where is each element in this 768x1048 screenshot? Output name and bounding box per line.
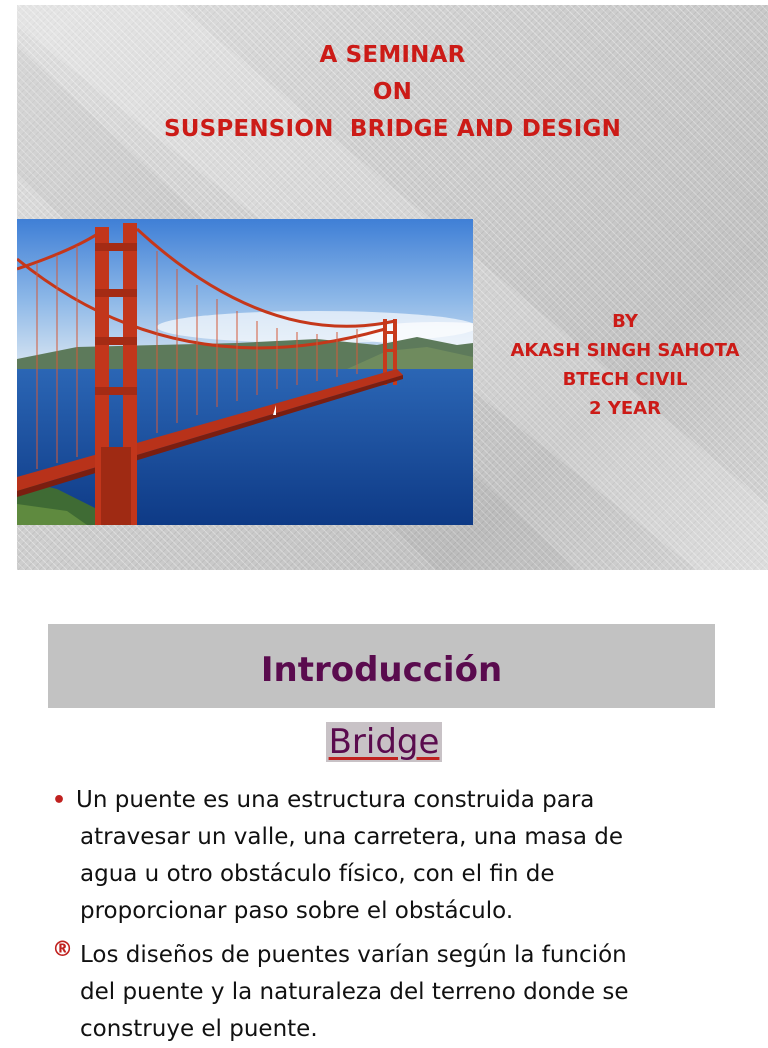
page-title: Introducción bbox=[260, 650, 503, 690]
author-line-by: BY bbox=[612, 311, 638, 332]
title-slide bbox=[17, 5, 768, 570]
header-bar bbox=[48, 624, 715, 708]
author-course: BTECH CIVIL bbox=[562, 369, 688, 390]
bullet-dot-icon: • bbox=[52, 788, 67, 813]
subheading-wrap bbox=[0, 722, 768, 762]
author-year: 2 YEAR bbox=[589, 398, 661, 419]
bullet-line: del puente y la naturaleza del terreno donde se bbox=[80, 979, 629, 1005]
bullet-line: Un puente es una estructura construida para bbox=[76, 787, 595, 813]
title-line-1: A SEMINAR bbox=[319, 42, 466, 68]
title-line-2: ON bbox=[372, 79, 413, 105]
subheading: Bridge bbox=[326, 722, 443, 762]
bullet-text bbox=[76, 782, 740, 930]
introduction-slide bbox=[0, 580, 768, 1042]
golden-gate-bridge-photo bbox=[17, 219, 473, 525]
title-line-3: SUSPENSION BRIDGE AND DESIGN bbox=[163, 116, 622, 142]
bullet-line: atravesar un valle, una carretera, una masa de bbox=[80, 824, 623, 850]
bullet-line: agua u otro obstáculo físico, con el fin de bbox=[80, 861, 555, 887]
bullet-text bbox=[80, 937, 740, 1048]
bullet-line: Los diseños de puentes varían según la función bbox=[80, 942, 627, 968]
seminar-title bbox=[17, 37, 768, 148]
author-info bbox=[495, 307, 755, 423]
registered-mark-icon: ® bbox=[52, 937, 73, 961]
bullet-line: construye el puente. bbox=[80, 1016, 318, 1042]
bullet-line: proporcionar paso sobre el obstáculo. bbox=[80, 898, 514, 924]
author-name: AKASH SINGH SAHOTA bbox=[510, 340, 740, 361]
